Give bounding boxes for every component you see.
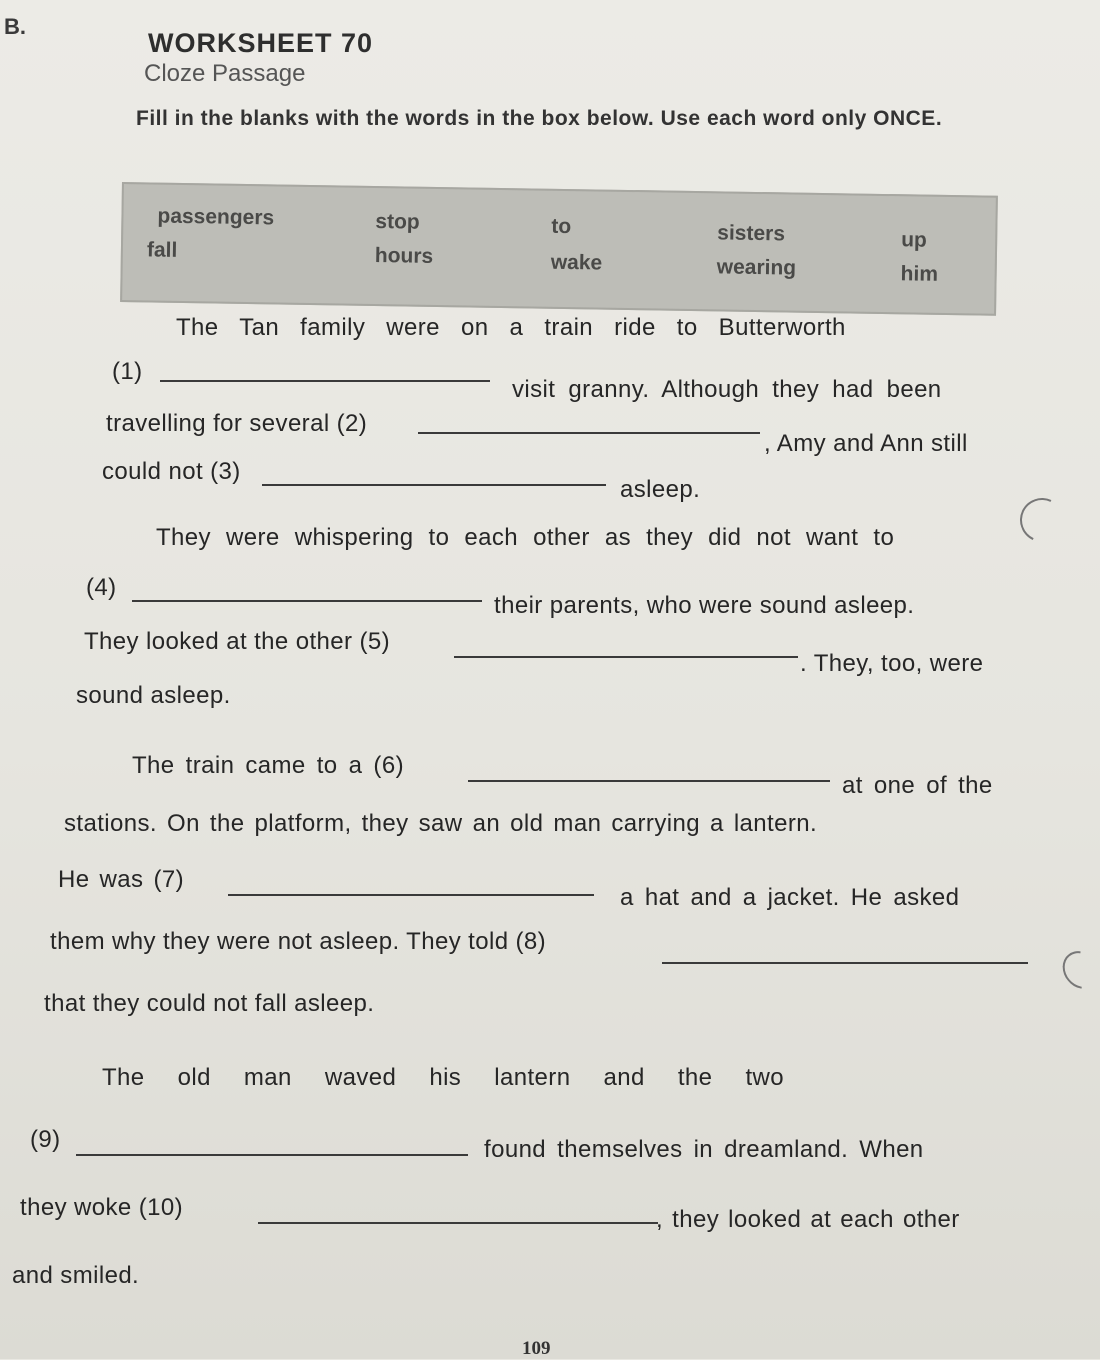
word-up: up [901, 228, 928, 252]
passage-line: , they looked at each other [656, 1206, 960, 1233]
answer-blank-5[interactable] [454, 656, 798, 658]
answer-blank-3[interactable] [262, 484, 606, 486]
section-letter: B. [4, 14, 26, 39]
passage-line: asleep. [620, 476, 701, 503]
passage-line: The train came to a (6) [132, 752, 404, 779]
passage-line: The Tan family were on a train ride to Butterworth [176, 314, 846, 341]
passage-line: stations. On the platform, they saw an old man carrying a lantern. [64, 810, 818, 837]
passage-line: He was (7) [58, 866, 185, 893]
passage-line: and smiled. [12, 1262, 140, 1289]
word-sisters: sisters [717, 221, 786, 246]
passage-line: travelling for several (2) [106, 410, 368, 437]
instruction-text: Fill in the blanks with the words in the box below. Use each word only ONCE. [136, 107, 943, 130]
worksheet-subtitle: Cloze Passage [144, 60, 306, 87]
passage-line: them why they were not asleep. They told (8) [50, 928, 547, 955]
passage-line: They were whispering to each other as they did not want to [156, 524, 895, 551]
answer-blank-7[interactable] [228, 894, 594, 896]
answer-blank-2[interactable] [418, 432, 760, 434]
word-passengers: passengers [157, 204, 275, 230]
worksheet-title: WORKSHEET 70 [148, 28, 374, 58]
answer-blank-1[interactable] [160, 380, 490, 382]
passage-line: that they could not fall asleep. [44, 990, 375, 1017]
passage-line: could not (3) [102, 458, 241, 485]
passage-line: at one of the [842, 772, 993, 799]
answer-blank-4[interactable] [132, 600, 482, 602]
passage-line: found themselves in dreamland. When [484, 1136, 924, 1163]
passage-line: , Amy and Ann still [764, 430, 968, 457]
passage-line: The old man waved his lantern and the two [102, 1064, 785, 1091]
word-wearing: wearing [716, 255, 797, 280]
word-stop: stop [375, 209, 420, 234]
passage-line: a hat and a jacket. He asked [620, 884, 960, 911]
word-hours: hours [374, 243, 434, 268]
page-number: 109 [522, 1338, 551, 1359]
passage-line: sound asleep. [76, 682, 231, 709]
answer-blank-10[interactable] [258, 1222, 658, 1224]
word-to: to [551, 214, 572, 239]
word-fall: fall [146, 238, 178, 262]
passage-line: they woke (10) [20, 1194, 184, 1221]
passage-line: They looked at the other (5) [84, 628, 391, 655]
passage-line: (1) [112, 358, 143, 385]
passage-line: . They, too, were [800, 650, 984, 677]
answer-blank-9[interactable] [76, 1154, 468, 1156]
passage-line: visit granny. Although they had been [512, 376, 942, 403]
answer-blank-8[interactable] [662, 962, 1028, 964]
passage-line: their parents, who were sound asleep. [494, 592, 915, 619]
word-him: him [900, 262, 939, 286]
passage-line: (9) [30, 1126, 61, 1153]
answer-blank-6[interactable] [468, 780, 830, 782]
word-wake: wake [550, 250, 603, 275]
passage-line: (4) [86, 574, 117, 601]
